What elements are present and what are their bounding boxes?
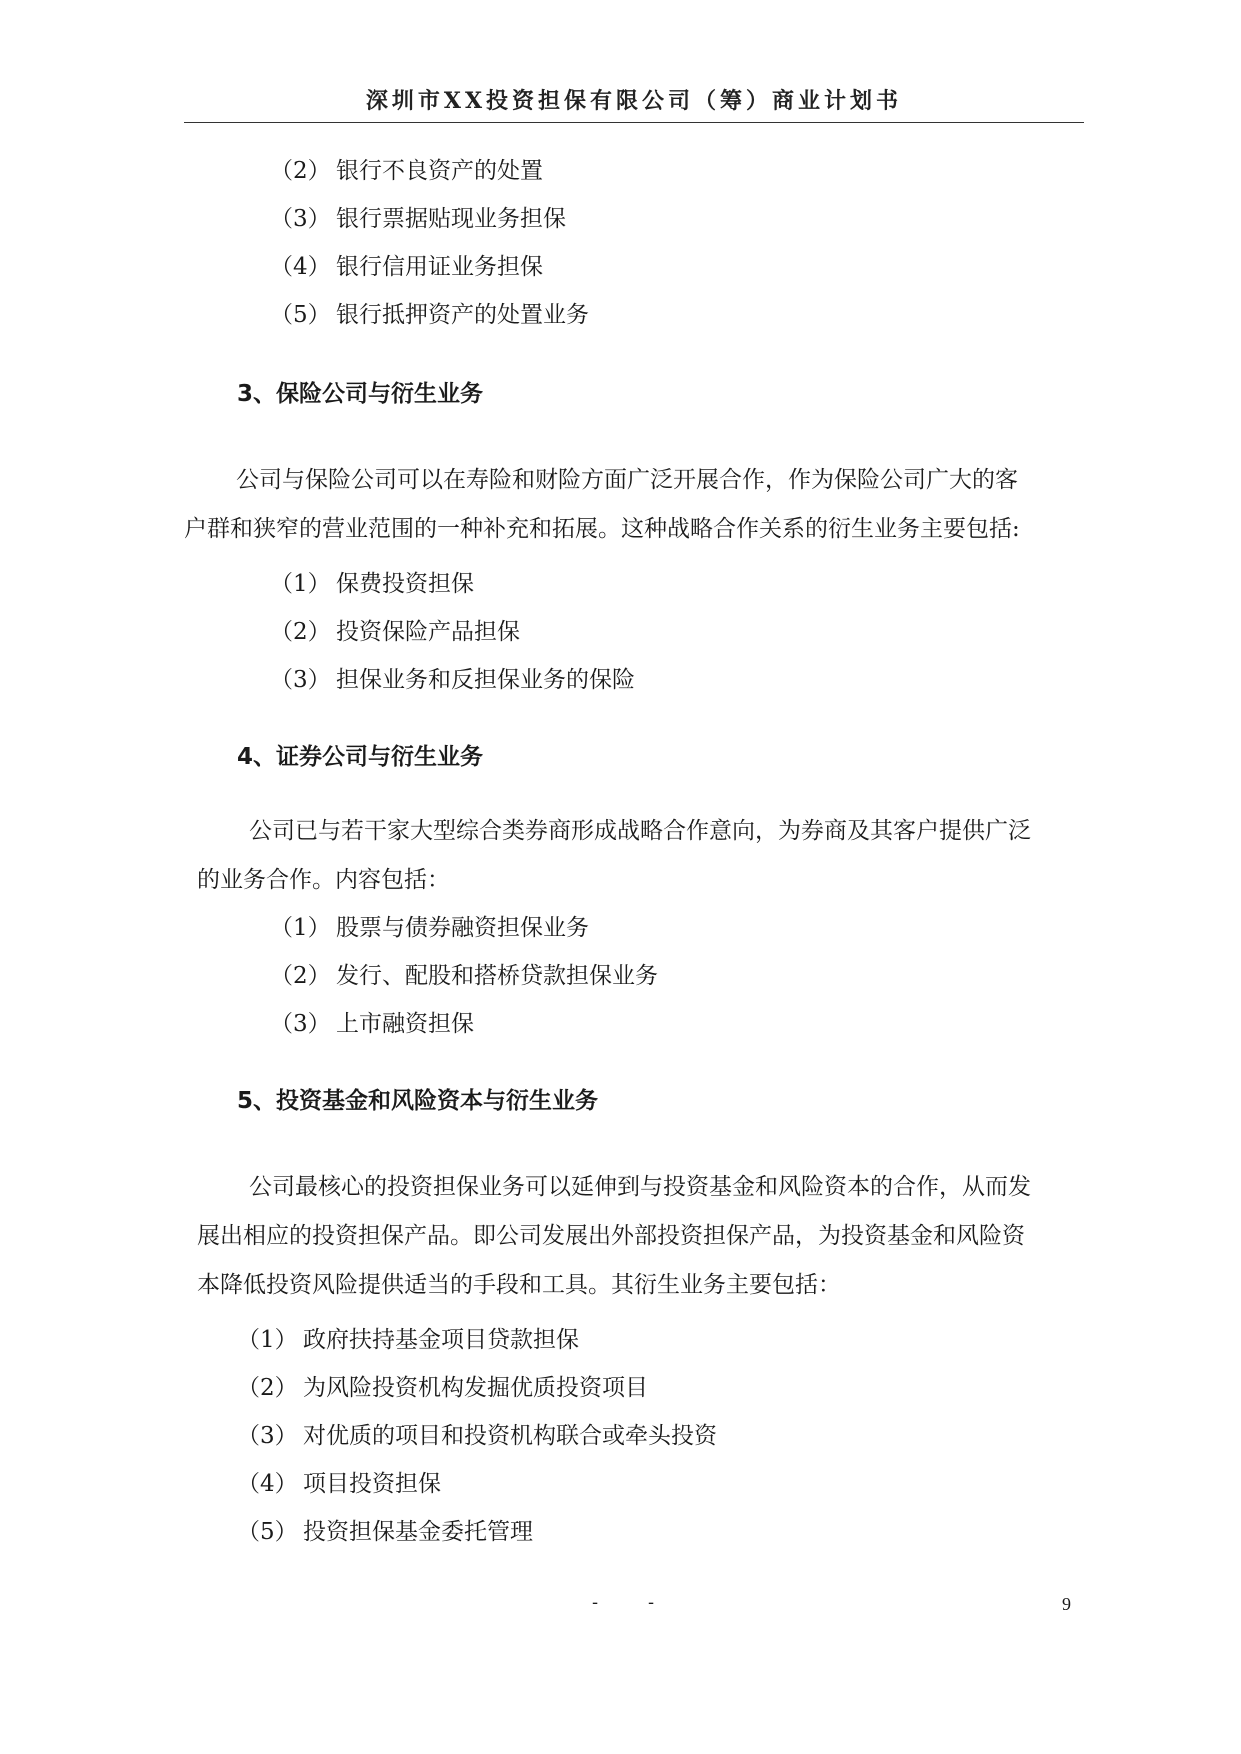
list-item	[237, 1373, 648, 1403]
list-item-text: 政府扶持基金项目贷款担保	[303, 1327, 579, 1353]
list-item	[237, 1517, 533, 1547]
list-item	[270, 300, 589, 330]
section-paragraph	[184, 456, 1084, 554]
list-item-number: （3）	[237, 1423, 298, 1449]
list-item-number: （5）	[237, 1519, 298, 1545]
list-item-text: 银行信用证业务担保	[336, 254, 543, 280]
section-paragraph	[197, 1163, 1097, 1310]
list-item	[270, 665, 635, 695]
list-item-number: （5）	[270, 302, 331, 328]
list-item	[270, 569, 474, 599]
page-header: 深圳市XX投资担保有限公司（筹）商业计划书	[365, 88, 903, 114]
list-item-text: 上市融资担保	[336, 1011, 474, 1037]
footer-dash: -	[592, 1592, 599, 1613]
list-item	[270, 1009, 474, 1039]
paragraph-line: 本降低投资风险提供适当的手段和工具。其衍生业务主要包括：	[197, 1272, 841, 1298]
paragraph-line: 展出相应的投资担保产品。即公司发展出外部投资担保产品，为投资基金和风险资	[197, 1223, 1025, 1249]
list-item	[237, 1421, 717, 1451]
list-item-text: 保费投资担保	[336, 571, 474, 597]
list-item-number: （3）	[270, 1011, 331, 1037]
paragraph-line: 公司与保险公司可以在寿险和财险方面广泛开展合作，作为保险公司广大的客	[236, 467, 1018, 493]
list-item-number: （1）	[270, 571, 331, 597]
list-item	[270, 252, 543, 282]
list-item-number: （2）	[237, 1375, 298, 1401]
list-item	[270, 156, 543, 186]
list-item-number: （1）	[270, 915, 331, 941]
paragraph-line: 户群和狭窄的营业范围的一种补充和拓展。这种战略合作关系的衍生业务主要包括:	[184, 516, 1020, 542]
list-item-number: （4）	[237, 1471, 298, 1497]
list-item-text: 投资担保基金委托管理	[303, 1519, 533, 1545]
list-item	[270, 617, 520, 647]
list-item-text: 项目投资担保	[303, 1471, 441, 1497]
list-item-number: （3）	[270, 667, 331, 693]
list-item-text: 对优质的项目和投资机构联合或牵头投资	[303, 1423, 717, 1449]
list-item-text: 投资保险产品担保	[336, 619, 520, 645]
paragraph-line: 公司最核心的投资担保业务可以延伸到与投资基金和风险资本的合作，从而发	[249, 1174, 1031, 1200]
paragraph-line: 的业务合作。内容包括：	[197, 867, 450, 893]
section-heading: 5、投资基金和风险资本与衍生业务	[237, 1088, 599, 1114]
footer-dash: -	[648, 1592, 655, 1613]
list-item-number: （2）	[270, 963, 331, 989]
list-item-text: 银行票据贴现业务担保	[336, 206, 566, 232]
list-item-number: （1）	[237, 1327, 298, 1353]
list-item-text: 银行不良资产的处置	[336, 158, 543, 184]
list-item-text: 股票与债券融资担保业务	[336, 915, 589, 941]
list-item-text: 为风险投资机构发掘优质投资项目	[303, 1375, 648, 1401]
paragraph-line: 公司已与若干家大型综合类券商形成战略合作意向，为券商及其客户提供广泛	[249, 818, 1031, 844]
list-item	[270, 961, 658, 991]
list-item	[237, 1469, 441, 1499]
list-item	[270, 204, 566, 234]
list-item	[270, 913, 589, 943]
page-number: 9	[1062, 1594, 1071, 1614]
list-item-number: （2）	[270, 158, 331, 184]
list-item-number: （2）	[270, 619, 331, 645]
list-item-number: （4）	[270, 254, 331, 280]
list-item-number: （3）	[270, 206, 331, 232]
list-item-text: 银行抵押资产的处置业务	[336, 302, 589, 328]
section-heading: 4、证券公司与衍生业务	[237, 744, 484, 770]
section-heading: 3、保险公司与衍生业务	[237, 381, 484, 407]
list-item-text: 担保业务和反担保业务的保险	[336, 667, 635, 693]
section-paragraph	[197, 807, 1097, 905]
list-item-text: 发行、配股和搭桥贷款担保业务	[336, 963, 658, 989]
header-rule	[184, 122, 1084, 123]
list-item	[237, 1325, 579, 1355]
